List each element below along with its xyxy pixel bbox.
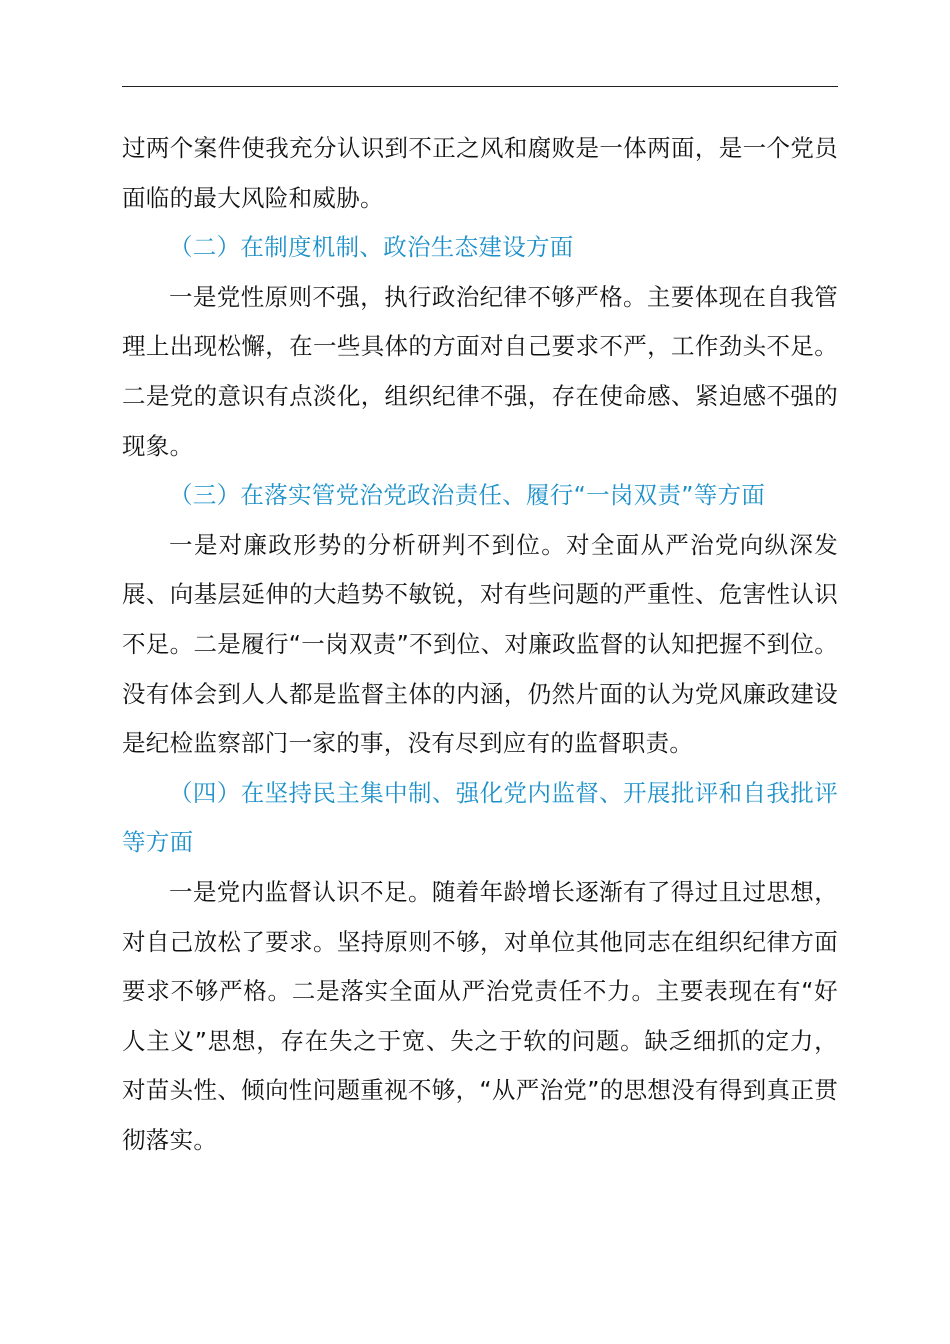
paragraph-section-4: 一是党内监督认识不足。随着年龄增长逐渐有了得过且过思想，对自己放松了要求。坚持原则不够，对单位其他同志在组织纪律方面要求不够严格。二是落实全面从严治党责任不力。主要表现在有“好人主义”思想，存在失之于宽、失之于软的问题。缺乏细抓的定力，对苗头性、倾向性问题重视不够，“从严治党”的思想没有得到真正贯彻落实。 xyxy=(122,877,838,1154)
section-heading-4: （四）在坚持民主集中制、强化党内监督、开展批评和自我批评等方面 xyxy=(122,778,838,857)
document-body xyxy=(122,124,838,1165)
paragraph-section-3: 一是对廉政形势的分析研判不到位。对全面从严治党向纵深发展、向基层延伸的大趋势不敏锐，对有些问题的严重性、危害性认识不足。二是履行“一岗双责”不到位、对廉政监督的认知把握不到位。没有体会到人人都是监督主体的内涵，仍然片面的认为党风廉政建设是纪检监察部门一家的事，没有尽到应有的监督职责。 xyxy=(122,530,838,758)
paragraph-section-2: 一是党性原则不强，执行政治纪律不够严格。主要体现在自我管理上出现松懈，在一些具体的方面对自己要求不严，工作劲头不足。二是党的意识有点淡化，组织纪律不强，存在使命感、紧迫感不强的现象。 xyxy=(122,282,838,460)
header-rule xyxy=(122,86,838,87)
section-heading-2: （二）在制度机制、政治生态建设方面 xyxy=(169,233,574,262)
paragraph-continuation: 过两个案件使我充分认识到不正之风和腐败是一体两面，是一个党员面临的最大风险和威胁。 xyxy=(122,134,838,212)
section-heading-3: （三）在落实管党治党政治责任、履行“一岗双责”等方面 xyxy=(169,481,766,510)
